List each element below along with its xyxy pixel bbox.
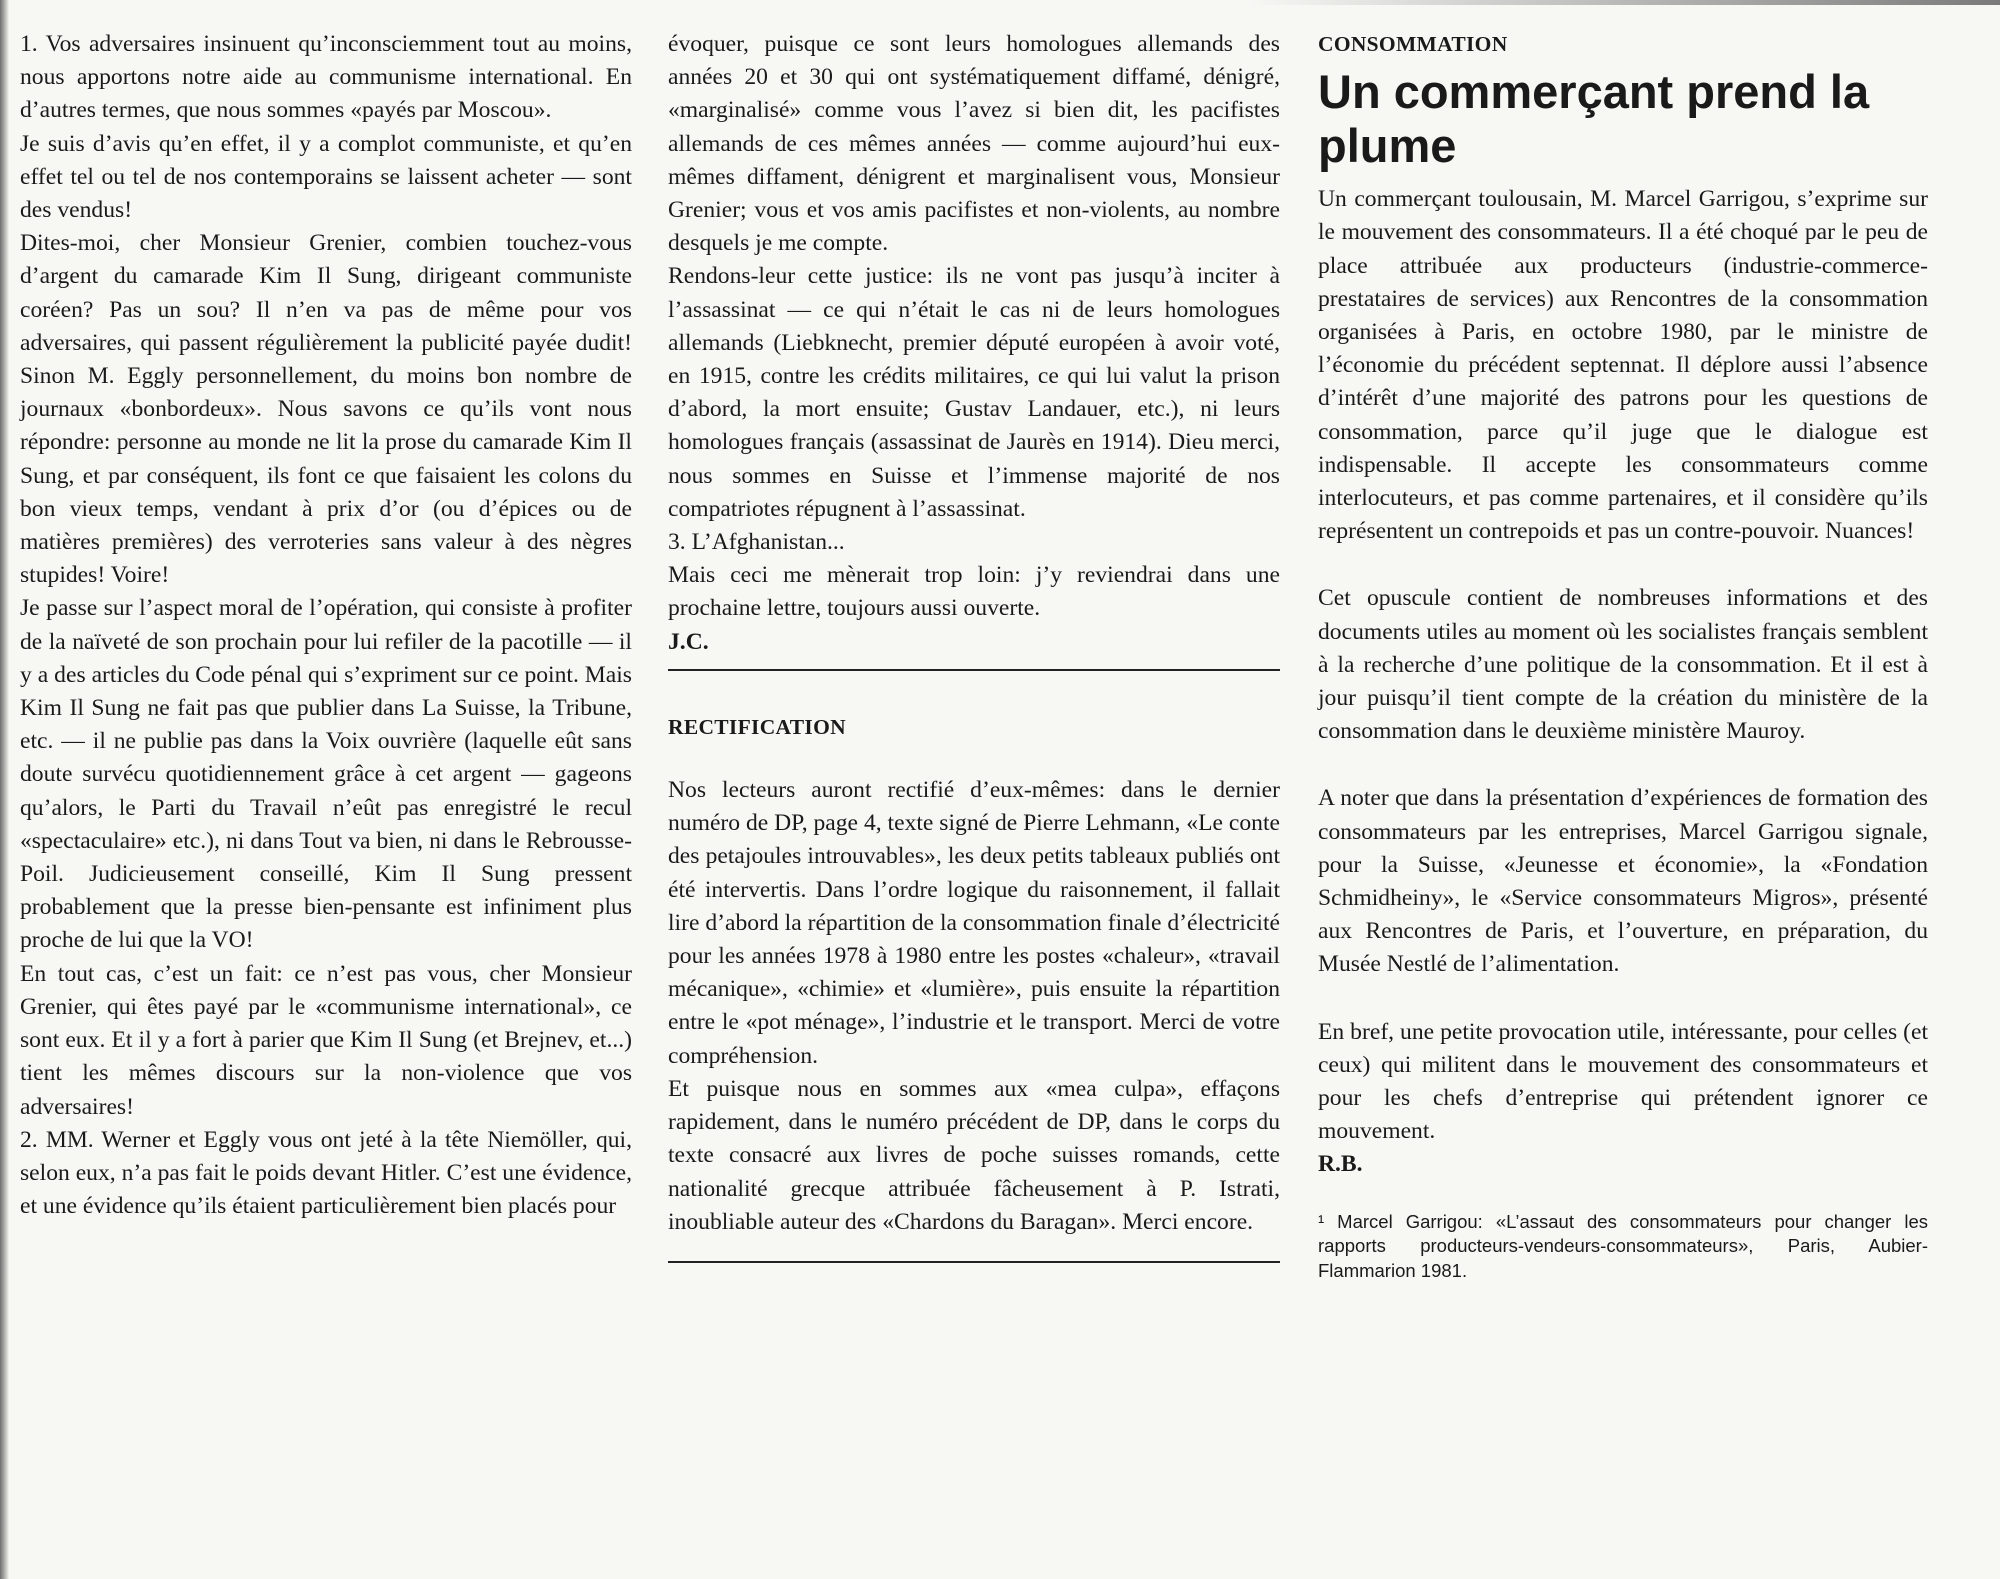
paragraph: Je passe sur l’aspect moral de l’opération, qui consiste à profiter de la naïveté de son prochain pour lui refiler de la pacotille — il y a des articles du Code pénal qui s’expriment sur ce point. Mais Kim Il Sung ne fait pas que publier dans La Suisse, la Tribune, etc. — il ne publie pas dans la Voix ouvrière (laquelle eût sans doute survécu quotidiennement grâce à cet argent — gageons qu’alors, le Parti du Travail n’eût pas enregistré le recul «spectaculaire» etc.), ni dans Tout va bien, ni dans le Rebrousse-Poil. Judicieusement conseillé, Kim Il Sung pressent probablement que la presse bien-pensante est infiniment plus proche de lui que la VO! — [20, 595, 632, 954]
column-letter-left — [20, 28, 632, 1223]
paragraph: Dites-moi, cher Monsieur Grenier, combien touchez-vous d’argent du camarade Kim Il Sung, dirigeant communiste coréen? Pas un sou? Il n’en va pas de même pour vos adversaires, qui passent régulièrement la publicité payée dudit! Sinon M. Eggly personnellement, du moins bon nombre de journaux «bonbordeux». Nous savons ce qu’ils vont nous répondre: personne au monde ne lit la prose du camarade Kim Il Sung, et par conséquent, ils font ce que faisaient les colons du bon vieux temps, vendant à prix d’or (ou d’épices ou de matières premières) des verroteries sans valeur à des nègres stupides! Voire! — [20, 230, 632, 589]
paragraph: Et puisque nous en sommes aux «mea culpa», effaçons rapidement, dans le numéro précédent de DP, dans le corps du texte consacré aux livres de poche suisses romands, cette nationalité grecque attribuée fâcheusement à P. Istrati, inoubliable auteur des «Chardons du Baragan». Merci encore. — [668, 1075, 1280, 1235]
signature-jc: J.C. — [668, 628, 709, 655]
paragraph: A noter que dans la présentation d’expériences de formation des consommateurs par les entreprises, Marcel Garrigou signale, pour la Suisse, «Jeunesse et économie», la «Fondation Schmidheiny», le «Service consommateurs Migros», présenté aux Rencontres de Paris, et l’ouverture, en préparation, du Musée Nestlé de l’alimentation. — [1318, 785, 1928, 978]
paragraph: Un commerçant toulousain, M. Marcel Garrigou, s’exprime sur le mouvement des consommateurs. Il a été choqué par le peu de place attribuée aux producteurs (industrie-commerce-prestataires de services) aux Rencontres de la consommation organisées à Paris, en octobre 1980, par le ministre de l’économie du précédent septennat. Il déplore aussi l’absence d’intérêt d’une majorité des patrons pour les questions de consommation, parce qu’il juge que le dialogue est indispensable. Il accepte les consommateurs comme interlocuteurs, et pas comme partenaires, et il considère qu’ils représentent un contrepoids et pas un contre-pouvoir. Nuances! — [1318, 186, 1928, 545]
column-letter-middle — [668, 28, 1280, 1263]
paragraph: En tout cas, c’est un fait: ce n’est pas vous, cher Monsieur Grenier, qui êtes payé par le «communisme international», ce sont eux. Et il y a fort à parier que Kim Il Sung (et Brejnev, et...) tient les mêmes discours sur la non-violence que vos adversaires! — [20, 960, 632, 1120]
signature-rb: R.B. — [1318, 1151, 1363, 1178]
paragraph: Rendons-leur cette justice: ils ne vont pas jusqu’à inciter à l’assassinat — ce qui n’était le cas ni de leurs homologues allemands (Liebknecht, premier député européen à avoir voté, en 1915, contre les crédits militaires, ce qui lui valut la prison d’abord, la mort ensuite; Gustav Landauer, etc.), ni leurs homologues français (assassinat de Jaurès en 1914). Dieu merci, nous sommes en Suisse et l’immense majorité de nos compatriotes répugnent à l’assassinat. — [668, 263, 1280, 522]
paragraph: Je suis d’avis qu’en effet, il y a complot communiste, et qu’en effet tel ou tel de nos contemporains se laissent acheter — sont des vendus! — [20, 130, 632, 224]
page-edge-shadow — [0, 0, 9, 1579]
article-headline: Un commerçant prend la plume — [1318, 65, 1870, 173]
paragraph: 3. L’Afghanistan... — [668, 529, 845, 556]
paragraph: évoquer, puisque ce sont leurs homologues allemands des années 20 et 30 qui ont systématiquement diffamé, dénigré, «marginalisé» comme vous l’avez si bien dit, les pacifistes allemands de ces mêmes années — comme aujourd’hui eux-mêmes diffament, dénigrent et marginalisent vous, Monsieur Grenier; vous et vos amis pacifistes et non-violents, au nombre desquels je me compte. — [668, 31, 1280, 257]
section-label-consommation: CONSOMMATION — [1318, 32, 1508, 56]
footnote: ¹ Marcel Garrigou: «L’assaut des consommateurs pour changer les rapports producteurs-vendeurs-consommateurs», Paris, Aubier-Flammarion 1981. — [1318, 1210, 1928, 1281]
column-article-consommation — [1318, 28, 1928, 1283]
paragraph: Nos lecteurs auront rectifié d’eux-mêmes: dans le dernier numéro de DP, page 4, texte signé de Pierre Lehmann, «Le conte des petajoules introuvables», les deux petits tableaux publiés ont été intervertis. Dans l’ordre logique du raisonnement, il fallait lire d’abord la répartition de la consommation finale d’électricité pour les années 1978 à 1980 entre les postes «chaleur», «travail mécanique», «chimie» et «lumière», puis ensuite la répartition entre le «pot ménage», l’industrie et le transport. Merci de votre compréhension. — [668, 777, 1280, 1069]
paragraph: 2. MM. Werner et Eggly vous ont jeté à la tête Niemöller, qui, selon eux, n’a pas fait le poids devant Hitler. C’est une évidence, et une évidence qu’ils étaient particulièrement bien placés pour — [20, 1126, 632, 1220]
page-edge-top-shadow — [1250, 0, 2000, 5]
paragraph: En bref, une petite provocation utile, intéressante, pour celles (et ceux) qui militent dans le mouvement des consommateurs et pour les chefs d’entreprise qui prétendent ignorer ce mouvement. — [1318, 1018, 1928, 1145]
paragraph: Cet opuscule contient de nombreuses informations et des documents utiles au moment où les socialistes français semblent à la recherche d’une politique de la consommation. Et il est à jour puisqu’il tient compte de la création du ministère de la consommation dans le deuxième ministère Mauroy. — [1318, 585, 1928, 745]
divider-rule — [668, 1261, 1280, 1263]
section-label-rectification: RECTIFICATION — [668, 714, 846, 739]
paragraph: Mais ceci me mènerait trop loin: j’y reviendrai dans une prochaine lettre, toujours aussi ouverte. — [668, 562, 1280, 622]
paragraph: 1. Vos adversaires insinuent qu’inconsciemment tout au moins, nous apportons notre aide au communisme international. En d’autres termes, que nous sommes «payés par Moscou». — [20, 31, 632, 124]
